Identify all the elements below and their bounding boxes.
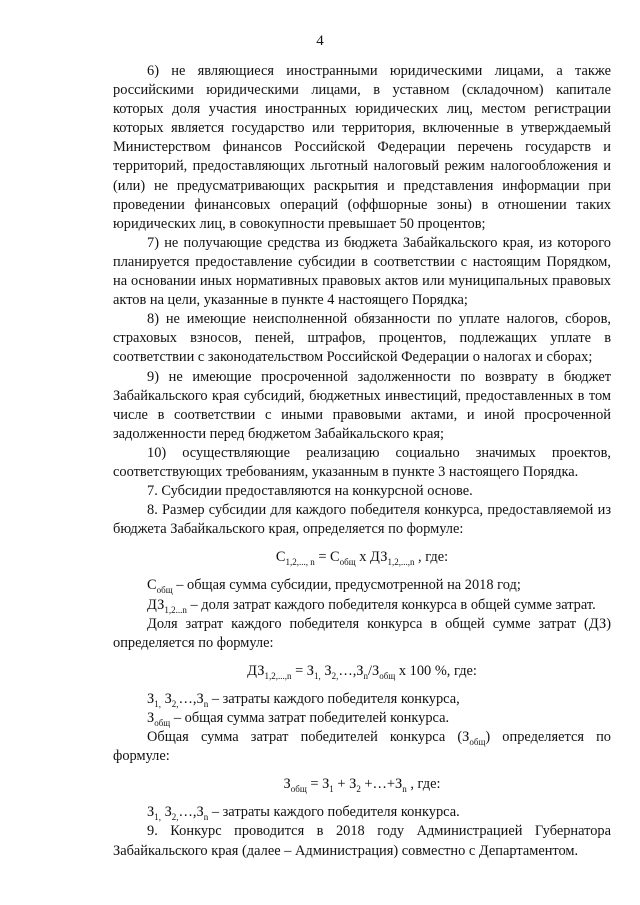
paragraph-total-intro: Общая сумма затрат победителей конкурса $(З_{общ})$ определяется по формуле: [113, 729, 612, 765]
list-item-6: 6) не являющиеся иностранными юридическими лицами, а также российскими юридическими лицами, в уставном (складочном) капитале которых доля участия иностранных юридических лиц, местом регистрации которых является государство или территория, включенные в утверждаемый Министерством финансов Российской Федерации перечень государств и территорий, предоставляющих льготный налоговый режим налогообложения и (или) не предусматривающих раскрытия и представления информации при проведении финансовых операций (оффшорные зоны) в отношении таких юридических лиц, в совокупности превышает 50 процентов; [113, 63, 611, 232]
formula-subsidy: $С_{1,2,..., n} = С_{общ}$ х $ДЗ_{1,2,...,n}$ , где: [275, 549, 449, 568]
formula-total: $З_{общ} = З_1 + З_2$ $+\dots+З_n$ , где: [283, 776, 441, 795]
document-body [113, 62, 611, 861]
list-item-9: 9) не имеющие просроченной задолженности по возврату в бюджет Забайкальского края субсидий, бюджетных инвестиций, предоставленных в том числе в соответствии с иными правовыми актами, и иной просроченной задолженности перед бюджетом Забайкальского края; [113, 368, 611, 442]
list-item-7: 7) не получающие средства из бюджета Забайкальского края, из которого планируется предоставление субсидии в соответствии с настоящим Порядком, на основании иных нормативных правовых актов или муниципальных правовых актов на цели, указанные в пункте 4 настоящего Порядка; [113, 234, 611, 309]
paragraph-7: 7. Субсидии предоставляются на конкурсной основе. [147, 483, 473, 500]
page-number: 4 [316, 33, 324, 49]
definition-z-total: $З_{общ}$ – общая сумма затрат победителей конкурса. [147, 710, 450, 728]
definition-z-list: $З_{1,}$ $З_{2,}\dots,З_n$ – затраты каждого победителя конкурса, [147, 690, 460, 709]
paragraph-8: 8. Размер субсидии для каждого победителя конкурса, предоставляемой из бюджета Забайкальского края, определяется по формуле: [113, 502, 611, 538]
paragraph-dz-intro: Доля затрат каждого победителя конкурса в общей сумме затрат (ДЗ) определяется по формуле: [113, 615, 611, 651]
list-item-10: 10) осуществляющие реализацию социально значимых проектов, соответствующих требованиям, указанным в пункте 3 настоящего Порядка. [113, 444, 611, 480]
definition-c-total: $С_{общ}$ – общая сумма субсидии, предусмотренной на 2018 год; [147, 577, 521, 596]
definition-z-list-2: $З_{1,}$ $З_{2,}\dots,З_n$ – затраты каждого победителя конкурса. [147, 804, 460, 823]
formula-share: $ДЗ_{1,2,...,n} = З_{1,}$ $З_{2,}\dots,З_n/З_{общ}$ х 100 %, где: [247, 662, 477, 681]
list-item-8: 8) не имеющие неисполненной обязанности по уплате налогов, сборов, страховых взносов, пеней, штрафов, процентов, подлежащих уплате в соответствии с законодательством Российской Федерации о налогах и сборах; [113, 311, 611, 366]
paragraph-9: 9. Конкурс проводится в 2018 году Администрацией Губернатора Забайкальского края (далее – Администрация) совместно с Департаментом. [113, 823, 611, 859]
definition-dz: $ДЗ_{1,2...n}$ – доля затрат каждого победителя конкурса в общей сумме затрат. [147, 596, 596, 615]
